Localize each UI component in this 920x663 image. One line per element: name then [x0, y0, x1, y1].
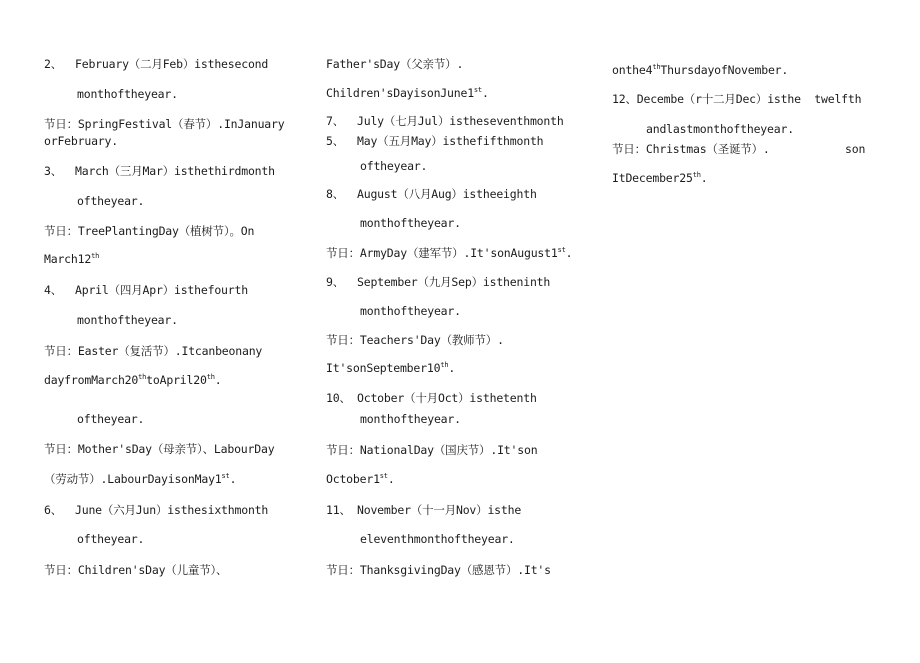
item-number: 2、 [44, 57, 63, 71]
text-line: monthoftheyear. [77, 87, 178, 101]
festival-line [612, 141, 866, 157]
ordinal-suffix: st [379, 472, 388, 481]
festival-line [326, 85, 489, 101]
date-text: It'sonSeptember10 [326, 361, 441, 375]
item-october [326, 390, 537, 406]
text-line: monthoftheyear. [360, 216, 461, 230]
item-november [326, 502, 521, 518]
ordinal-suffix: th [91, 252, 100, 261]
date-text: . [214, 373, 222, 387]
text-line: oftheyear. [360, 159, 428, 173]
date-text: ThursdayofNovember. [660, 63, 789, 77]
item-number: 10、 [326, 391, 351, 405]
item-text: April（四月Apr）isthefourth [75, 283, 248, 297]
festival-line: 节日：Teachers'Day（教师节）. [326, 333, 504, 347]
date-text: toApril20 [146, 373, 207, 387]
festival-text: . [565, 246, 573, 260]
date-text: . [387, 472, 395, 486]
date-text: October1 [326, 472, 380, 486]
item-march [44, 163, 275, 179]
item-august [326, 186, 537, 202]
ordinal-suffix: st [221, 472, 230, 481]
festival-text: （劳动节）.LabourDayisonMay1 [44, 472, 222, 486]
date-line [612, 62, 788, 78]
item-number: 8、 [326, 187, 345, 201]
item-number: 5、 [326, 134, 345, 148]
text-line: monthoftheyear. [360, 304, 461, 318]
item-december: 12、Decembe（r十二月Dec）isthe twelfth [612, 92, 862, 106]
text-line: monthoftheyear. [360, 412, 461, 426]
ordinal-suffix: st [473, 86, 482, 95]
date-text: ItDecember25 [612, 171, 693, 185]
date-text: March12 [44, 252, 92, 266]
text-line: orFebruary. [44, 134, 118, 148]
item-number: 4、 [44, 283, 63, 297]
item-july [326, 113, 564, 129]
festival-line: 节日：NationalDay（国庆节）.It'son [326, 443, 538, 457]
festival-line: 节日：Children'sDay（儿童节）、 [44, 563, 228, 577]
item-february [44, 56, 268, 72]
festival-text: Children'sDayisonJune1 [326, 86, 474, 100]
festival-line: 节日：TreePlantingDay（植树节）。On [44, 224, 255, 238]
date-line [44, 251, 99, 267]
item-text: March（三月Mar）isthethirdmonth [75, 164, 275, 178]
festival-line: 节日：Easter（复活节）.Itcanbeonany [44, 344, 263, 358]
ordinal-suffix: th [138, 373, 147, 382]
item-number: 3、 [44, 164, 63, 178]
item-text: October（十月Oct）isthetenth [357, 391, 537, 405]
item-text: September（九月Sep）istheninth [357, 275, 551, 289]
festival-line: 节日：SpringFestival（春节）.InJanuary [44, 117, 285, 131]
festival-text: . [229, 472, 237, 486]
date-text: onthe4 [612, 63, 653, 77]
ordinal-suffix: th [692, 171, 701, 180]
date-text: . [700, 171, 708, 185]
item-text: November（十一月Nov）isthe [357, 503, 522, 517]
date-line [44, 372, 221, 388]
text-line: oftheyear. [77, 532, 145, 546]
item-text: July（七月Jul）istheseventhmonth [357, 114, 564, 128]
item-may [326, 133, 543, 149]
item-number: 11、 [326, 503, 351, 517]
festival-line: 节日：Mother'sDay（母亲节）、LabourDay [44, 442, 275, 456]
item-april [44, 282, 248, 298]
item-september [326, 274, 550, 290]
item-text: May（五月May）isthefifthmonth [357, 134, 544, 148]
festival-line [326, 245, 572, 261]
text-line: eleventhmonthoftheyear. [360, 532, 515, 546]
text-line: oftheyear. [77, 194, 145, 208]
date-line [326, 471, 395, 487]
date-text: . [448, 361, 456, 375]
item-number: 7、 [326, 114, 345, 128]
item-number: 6、 [44, 503, 63, 517]
item-text: February（二月Feb）isthesecond [75, 57, 269, 71]
ordinal-suffix: th [440, 361, 449, 370]
date-text: dayfromMarch20 [44, 373, 139, 387]
festival-line [44, 471, 236, 487]
text-line: monthoftheyear. [77, 313, 178, 327]
festival-tail: son [845, 142, 866, 156]
festival-text: . [481, 86, 489, 100]
text-line: andlastmonthoftheyear. [646, 122, 794, 136]
item-number: 9、 [326, 275, 345, 289]
ordinal-suffix: th [652, 63, 661, 72]
festival-text: 节日：Christmas（圣诞节）. [612, 142, 770, 156]
item-text: August（八月Aug）istheeighth [357, 187, 537, 201]
festival-text: 节日：ArmyDay（建军节）.It'sonAugust1 [326, 246, 558, 260]
festival-line: Father'sDay（父亲节）. [326, 57, 464, 71]
date-line [326, 360, 455, 376]
ordinal-suffix: th [206, 373, 215, 382]
item-june [44, 502, 268, 518]
date-line [612, 170, 707, 186]
festival-line: 节日：ThanksgivingDay（感恩节）.It's [326, 563, 551, 577]
ordinal-suffix: st [557, 246, 566, 255]
item-text: June（六月Jun）isthesixthmonth [75, 503, 269, 517]
text-line: oftheyear. [77, 412, 145, 426]
